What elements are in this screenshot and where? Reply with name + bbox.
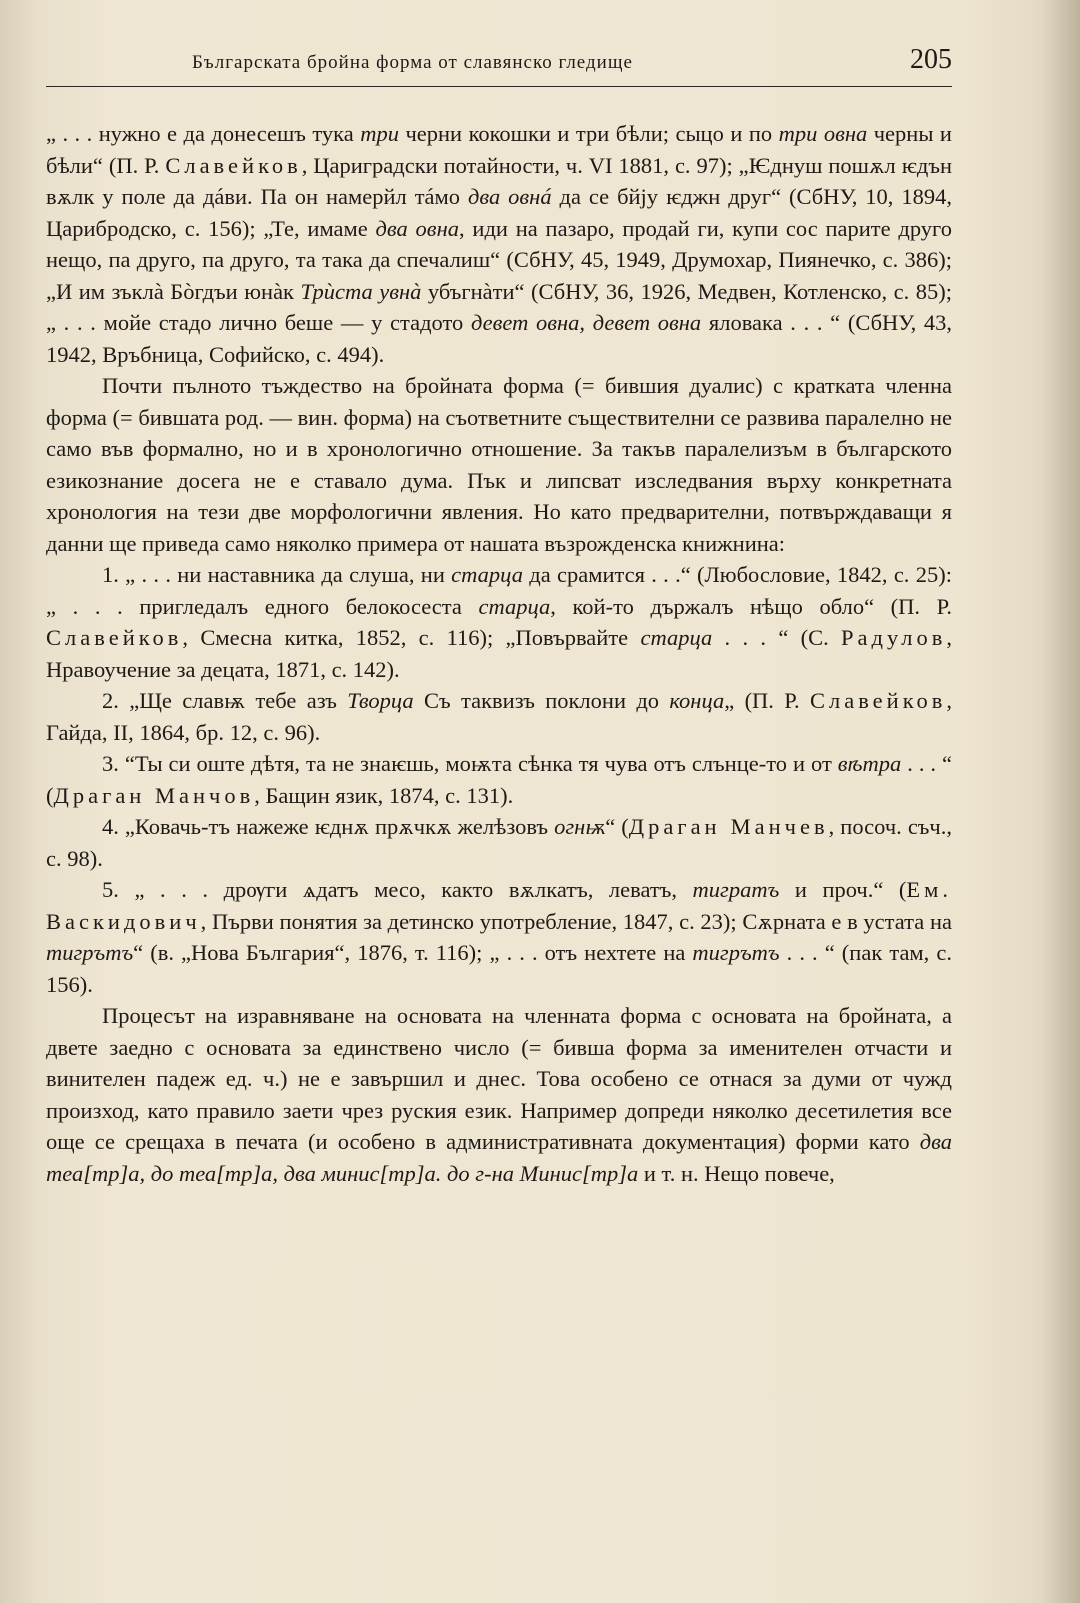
example-2: 2. „Ще славѭ тебе азъ Творца Съ таквизъ поклони до конца„ (П. Р. Славейков, Гайда, II, 1864, бр. 12, с. 96). xyxy=(46,688,952,745)
example-3: 3. “Ты си оште дѣтя, та не знаѥшь, моѭта сѣнка тя чува отъ слънце-то и от вѣтра . . . “ (Драган Манчов, Бащин язик, 1874, с. 131). xyxy=(46,751,952,808)
running-title: Българската бройна форма от славянско гледище xyxy=(192,52,633,73)
running-header xyxy=(46,44,952,87)
paragraph-process: Процесът на изравняване на основата на членната форма с основата на бройната, а двете заедно с основата за единствено число (= бивша форма за именителен отчасти и винителен падеж ед. ч.) не е завършил и днес. Това особено се отнася за думи от чужд произход, като правило заети чрез руския език. Например допреди няколко десетилетия все още се срещаха в печата (и особено в административната документация) форми като два теа[тр]а, до теа[тр]а, два минис[тр]а. до г-на Минис[тр]а и т. н. Нещо повече, xyxy=(46,1003,952,1186)
body-text xyxy=(46,118,952,1189)
example-4: 4. „Ковачь-тъ нажеже ѥднѫ прѫчкѫ желѣзовъ огнѭ“ (Драган Манчев, посоч. съч., с. 98). xyxy=(46,814,953,871)
example-5: 5. „ . . . дрѹги ѧдатъ месо, както вѫлкатъ, леватъ, тигратъ и проч.“ (Ем. Васкидович, Първи понятия за детинско употребление, 1847, с. 23); Сѫрната е в устата на тигрътъ“ (в. „Нова България“, 1876, т. 116); „ . . . отъ нехтете на тигрътъ . . . “ (пак там, с. 156). xyxy=(46,877,953,997)
paragraph-examples-ovna: „ . . . нужно е да донесешъ тука три черни кокошки и три бѣли; сыцо и по три овна черны и бѣли“ (П. Р. Славейков, Цариградски потайности, ч. VI 1881, с. 97); „Ѥднуш пошѫл ѥдън вѫлк у поле да дáви. Па он намерйл тáмо два овнá да се бйју ѥджн друг“ (СбНУ, 10, 1894, Царибродско, с. 156); „Те, имаме два овна, иди на пазаро, продай ги, купи сос парите друго нещо, па друго, па друго, та така да спечалиш“ (СбНУ, 45, 1949, Друмохар, Пиянечко, с. 386); „И им зъклà Бòгдъи юнàк Трùста увнà убъгнàти“ (СбНУ, 36, 1926, Медвен, Котленско, с. 85); „ . . . мойе стадо лично беше — у стадото девет овна, девет овна яловака . . . “ (СбНУ, 43, 1942, Връбница, Софийско, с. 494). xyxy=(46,121,952,367)
example-1: 1. „ . . . ни наставника да слуша, ни старца да срамится . . .“ (Любословие, 1842, с. 25): „ . . . пригледалъ едного белокосеста старца, кой-то държалъ нѣщо обло“ (П. Р. Славейков, Смесна китка, 1852, с. 116); „Повървайте старца . . . “ (С. Радулов, Нравоучение за децата, 1871, с. 142). xyxy=(46,562,952,682)
page-number: 205 xyxy=(910,44,952,75)
paragraph-identity: Почти пълното тъждество на бройната форма (= бившия дуалис) с кратката членна форма (= бившата род. — вин. форма) на съответните съществителни се развива паралелно не само във формално, но и в хронологично отношение. За такъв паралелизъм в българското езикознание досега не е ставало дума. Пък и липсват изследвания върху конкретната хронология на тези две морфологични явления. Но като предварителни, потвърждаващи я данни ще приведа само няколко примера от нашата възрожденска книжнина: xyxy=(46,373,952,556)
